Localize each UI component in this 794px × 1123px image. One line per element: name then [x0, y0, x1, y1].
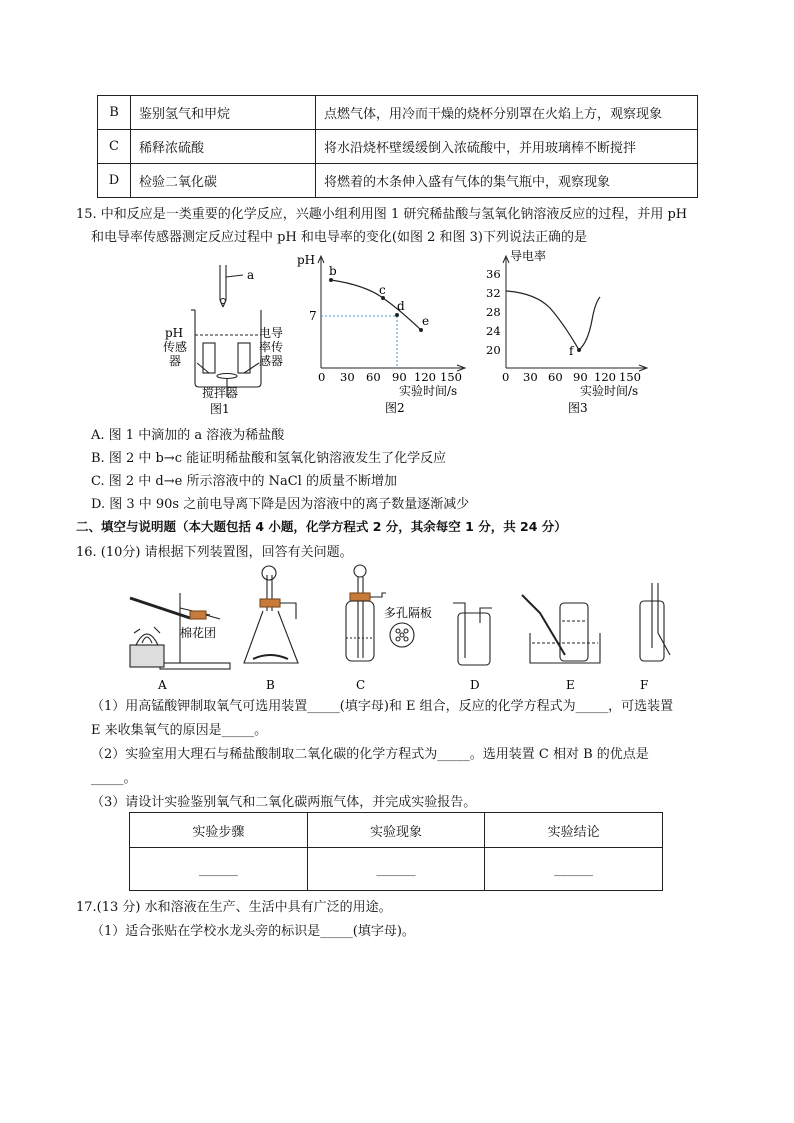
point-c: c: [379, 283, 386, 297]
table-row: [98, 164, 698, 198]
q16-apparatus-figure: [120, 563, 680, 693]
method-cell: 将水沿烧杯壁缓缓倒入浓硫酸中，并用玻璃棒不断搅拌: [316, 130, 698, 164]
q15-option-d: D. 图 3 中 90s 之前电导离下降是因为溶液中的离子数量逐渐减少: [91, 497, 470, 512]
experiment-report-table: [129, 812, 663, 891]
method-cell: 将燃着的木条伸入盛有气体的集气瓶中，观察现象: [316, 164, 698, 198]
option-cell: D: [98, 164, 131, 198]
cond-sensor-label: 电导率传感器: [259, 326, 284, 368]
ph-sensor-label: pH 传感器: [163, 326, 188, 368]
point-b: b: [329, 264, 337, 278]
q16-stem: 16. (10分) 请根据下列装置图，回答有关问题。: [76, 545, 353, 560]
porous-plate-label: 多孔隔板: [384, 606, 433, 620]
q15-option-b: B. 图 2 中 b→c 能证明稀盐酸和氢氧化钠溶液发生了化学反应: [91, 451, 447, 466]
fig2-xtick: 150: [440, 370, 462, 384]
fig3-ylabel: 导电率: [510, 250, 547, 263]
q15-stem-line2: 和电导率传感器测定反应过程中 pH 和电导率的变化(如图 2 和图 3)下列说法正确的是: [91, 230, 588, 245]
q16-part2-line2: _____。: [91, 771, 137, 786]
top-table: [97, 95, 698, 198]
fig3-ytick: 24: [486, 324, 501, 338]
item-cell: 稀释浓硫酸: [131, 130, 316, 164]
blank-phenomenon[interactable]: ______: [307, 848, 485, 891]
table-header-row: [130, 813, 663, 848]
q15-option-c: C. 图 2 中 d→e 所示溶液中的 NaCl 的质量不断增加: [91, 474, 397, 489]
q17-stem: 17.(13 分) 水和溶液在生产、生活中具有广泛的用途。: [76, 900, 392, 915]
fig3-xtick: 120: [594, 370, 616, 384]
header-step: 实验步骤: [130, 813, 308, 848]
q15-option-a: A. 图 1 中滴加的 a 溶液为稀盐酸: [91, 428, 285, 443]
apparatus-label-e: E: [566, 678, 575, 692]
fig2-ytick: 7: [309, 309, 317, 323]
fig3-ytick: 28: [486, 305, 501, 319]
point-f: f: [569, 344, 574, 358]
option-cell: C: [98, 130, 131, 164]
fig3-xtick: 60: [548, 370, 563, 384]
table-row: [130, 848, 663, 891]
cotton-label: 棉花团: [180, 626, 217, 640]
item-cell: 检验二氧化碳: [131, 164, 316, 198]
blank-step[interactable]: ______: [130, 848, 308, 891]
header-phenomenon: 实验现象: [307, 813, 485, 848]
fig3-xtick: 150: [619, 370, 641, 384]
fig3-ytick: 36: [486, 267, 501, 281]
stirrer-label: 搅拌器: [202, 386, 239, 400]
table-row: [98, 96, 698, 130]
apparatus-label-a: A: [158, 678, 167, 692]
fig3-xtick: 0: [502, 370, 510, 384]
fig2-xlabel: 实验时间/s: [399, 384, 458, 398]
fig1-caption: 图1: [210, 402, 230, 416]
fig2-ylabel: pH: [297, 253, 316, 267]
apparatus-label-f: F: [640, 678, 649, 692]
method-cell: 点燃气体，用冷而干燥的烧杯分别罩在火焰上方，观察现象: [316, 96, 698, 130]
fig2-caption: 图2: [385, 401, 405, 415]
q16-part2-line1: （2）实验室用大理石与稀盐酸制取二氧化碳的化学方程式为_____。选用装置 C 相对 B 的优点是: [91, 747, 649, 762]
fig3-ytick: 32: [486, 286, 501, 300]
table-row: [98, 130, 698, 164]
option-cell: B: [98, 96, 131, 130]
fig2-xtick: 30: [340, 370, 355, 384]
fig2-xtick: 90: [392, 370, 407, 384]
q16-part3: （3）请设计实验鉴别氧气和二氧化碳两瓶气体，并完成实验报告。: [91, 795, 477, 810]
fig3-conductivity-chart: [480, 250, 655, 420]
item-cell: 鉴别氢气和甲烷: [131, 96, 316, 130]
q16-part1-line1: （1）用高锰酸钾制取氧气可选用装置_____(填字母)和 E 组合，反应的化学方程式为_____，可选装置: [91, 699, 674, 714]
fig3-xtick: 90: [573, 370, 588, 384]
blank-conclusion[interactable]: ______: [485, 848, 663, 891]
fig2-xtick: 120: [414, 370, 436, 384]
apparatus-label-d: D: [470, 678, 480, 692]
fig3-caption: 图3: [568, 401, 588, 415]
q17-part1: （1）适合张贴在学校水龙头旁的标识是_____(填字母)。: [91, 924, 415, 939]
point-e: e: [422, 314, 430, 328]
point-d: d: [397, 299, 405, 313]
fig3-xtick: 30: [523, 370, 538, 384]
fig2-xtick: 0: [318, 370, 326, 384]
section-heading: 二、填空与说明题（本大题包括 4 小题，化学方程式 2 分，其余每空 1 分，共 24 分）: [76, 519, 567, 534]
fig3-xlabel: 实验时间/s: [580, 384, 639, 398]
q16-part1-line2: E 来收集氧气的原因是_____。: [91, 723, 268, 738]
fig1-apparatus: [155, 255, 295, 420]
header-conclusion: 实验结论: [485, 813, 663, 848]
fig1-label-a: a: [247, 268, 255, 282]
apparatus-label-b: B: [266, 678, 275, 692]
apparatus-label-c: C: [356, 678, 366, 692]
q15-stem-line1: 15. 中和反应是一类重要的化学反应，兴趣小组利用图 1 研究稀盐酸与氢氧化钠溶液反应的过程，并用 pH: [76, 207, 688, 222]
fig2-ph-chart: [295, 250, 475, 420]
fig3-ytick: 20: [486, 343, 501, 357]
fig2-xtick: 60: [366, 370, 381, 384]
